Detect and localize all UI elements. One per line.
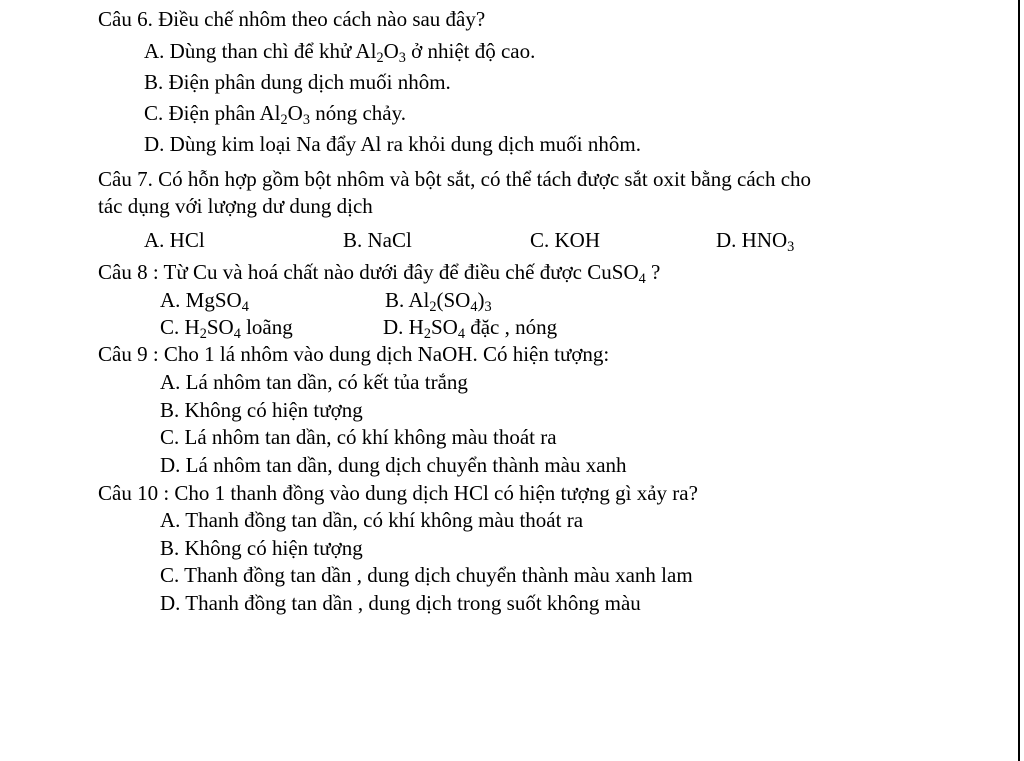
q6-option-a bbox=[144, 38, 535, 64]
q6-option-a-text: A. Dùng than chì để khử Al bbox=[144, 39, 377, 63]
q7-option-a: A. HCl bbox=[144, 228, 205, 252]
q6-option-a-post: ở nhiệt độ cao. bbox=[405, 39, 536, 63]
q8-option-d-sub2: 4 bbox=[457, 325, 465, 342]
q6-option-c-sub2: 3 bbox=[302, 111, 310, 128]
q9-question: Câu 9 : Cho 1 lá nhôm vào dung dịch NaOH. Có hiện tượng: bbox=[98, 342, 610, 366]
q10-option-c: C. Thanh đồng tan dần , dung dịch chuyển thành màu xanh lam bbox=[160, 563, 693, 587]
q8-option-b bbox=[385, 287, 492, 313]
q7-option-d bbox=[716, 227, 794, 253]
q6-option-a-sub1: 2 bbox=[376, 49, 384, 66]
q6-option-b: B. Điện phân dung dịch muối nhôm. bbox=[144, 70, 451, 94]
q7-option-d-sub: 3 bbox=[787, 238, 795, 255]
q8-option-c-sub2: 4 bbox=[233, 325, 241, 342]
q6-option-c bbox=[144, 100, 406, 126]
q8-option-c-sub1: 2 bbox=[199, 325, 207, 342]
q8-option-b-sub1: 2 bbox=[429, 298, 437, 315]
q8-option-d-sub1: 2 bbox=[423, 325, 431, 342]
q6-option-c-post: nóng chảy. bbox=[309, 101, 406, 125]
q6-option-a-sub2: 3 bbox=[398, 49, 406, 66]
q8-option-d-text: D. H bbox=[383, 315, 424, 339]
q6-option-c-mid: O bbox=[287, 101, 303, 125]
q6-question: Câu 6. Điều chế nhôm theo cách nào sau đây? bbox=[98, 7, 486, 31]
q9-option-c: C. Lá nhôm tan dần, có khí không màu thoát ra bbox=[160, 425, 557, 449]
q7-option-c: C. KOH bbox=[530, 228, 601, 252]
q10-question: Câu 10 : Cho 1 thanh đồng vào dung dịch HCl có hiện tượng gì xảy ra? bbox=[98, 481, 698, 505]
q8-option-a-sub: 4 bbox=[241, 298, 249, 315]
q10-option-d: D. Thanh đồng tan dần , dung dịch trong suốt không màu bbox=[160, 591, 641, 615]
q6-option-a-mid: O bbox=[383, 39, 399, 63]
q8-question-sub: 4 bbox=[638, 270, 646, 287]
q8-option-d-post: đặc , nóng bbox=[464, 315, 558, 339]
q8-question bbox=[98, 259, 660, 285]
q10-option-b: B. Không có hiện tượng bbox=[160, 536, 363, 560]
q7-question-line2: tác dụng với lượng dư dung dịch bbox=[98, 194, 373, 218]
q6-option-d: D. Dùng kim loại Na đẩy Al ra khỏi dung dịch muối nhôm. bbox=[144, 132, 641, 156]
q8-option-b-mid2: ) bbox=[477, 288, 485, 312]
q8-option-c bbox=[160, 314, 293, 340]
q8-option-a-text: A. MgSO bbox=[160, 288, 242, 312]
q8-option-b-sub3: 3 bbox=[484, 298, 492, 315]
q7-question-line1: Câu 7. Có hỗn hợp gồm bột nhôm và bột sắt, có thể tách được sắt oxit bằng cách cho bbox=[98, 167, 812, 191]
q8-option-b-sub2: 4 bbox=[470, 298, 478, 315]
q7-option-b: B. NaCl bbox=[343, 228, 412, 252]
q8-option-b-text: B. Al bbox=[385, 288, 430, 312]
q8-option-b-mid: (SO bbox=[436, 288, 471, 312]
q9-option-d: D. Lá nhôm tan dần, dung dịch chuyển thành màu xanh bbox=[160, 453, 627, 477]
page-edge-divider bbox=[1018, 0, 1020, 761]
q9-option-a: A. Lá nhôm tan dần, có kết tủa trắng bbox=[160, 370, 468, 394]
q8-question-text: Câu 8 : Từ Cu và hoá chất nào dưới đây để điều chế được CuSO bbox=[98, 260, 639, 284]
q8-question-post: ? bbox=[645, 260, 661, 284]
q8-option-c-text: C. H bbox=[160, 315, 200, 339]
q9-option-b: B. Không có hiện tượng bbox=[160, 398, 363, 422]
q10-option-a: A. Thanh đồng tan dần, có khí không màu thoát ra bbox=[160, 508, 584, 532]
q8-option-c-mid: SO bbox=[206, 315, 234, 339]
q6-option-c-sub1: 2 bbox=[280, 111, 288, 128]
q7-option-d-text: D. HNO bbox=[716, 228, 788, 252]
q8-option-c-post: loãng bbox=[240, 315, 293, 339]
q8-option-d-mid: SO bbox=[430, 315, 458, 339]
q8-option-a bbox=[160, 287, 249, 313]
q6-option-c-text: C. Điện phân Al bbox=[144, 101, 281, 125]
q8-option-d bbox=[383, 314, 557, 340]
